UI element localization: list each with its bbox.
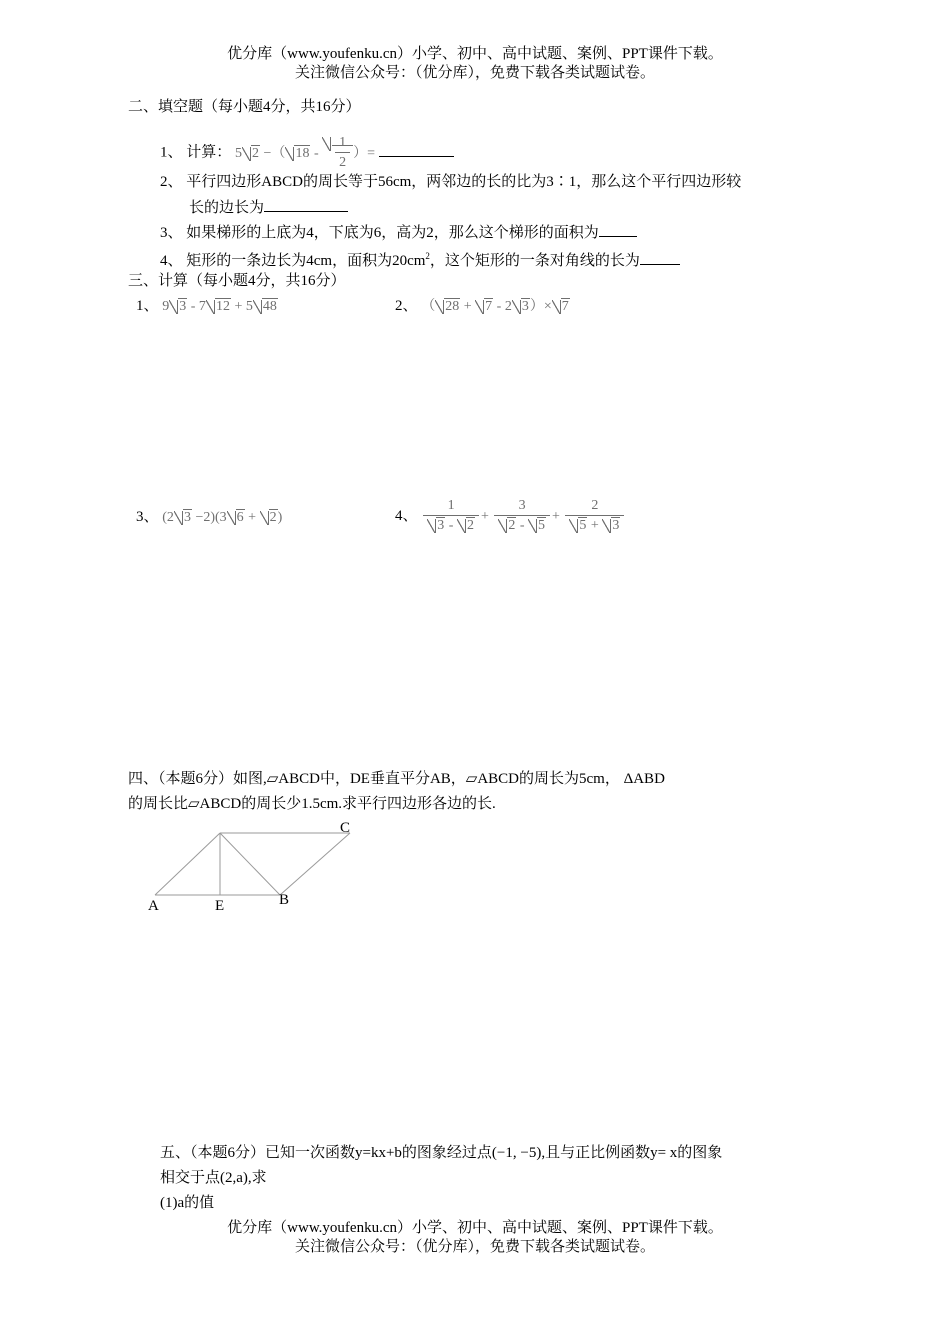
label-e: E: [215, 898, 225, 914]
formula-3-2: （ 28 + 7 - 2 3）× 7: [421, 299, 569, 314]
label-b: B: [279, 892, 290, 908]
superscript: 2: [425, 251, 430, 261]
question-2-1: [160, 134, 454, 173]
problem-3-3: [136, 507, 282, 528]
question-text: 长的边长为: [189, 200, 265, 216]
segment-ad: [155, 833, 220, 895]
question-number: 1、: [160, 144, 183, 161]
question-number: 4、: [160, 253, 183, 269]
problem-number: 1、: [136, 298, 159, 314]
question-text: 计算：: [186, 144, 232, 161]
section-5-line-1: 五、（本题6分）已知一次函数y=kx+b的图象经过点(−1, −5),且与正比例函数y= x的图象: [160, 1145, 723, 1161]
footer-line-1: 优分库（www.youfenku.cn）小学、初中、高中试题、案例、PPT课件下载。: [227, 1220, 723, 1236]
section-5-line-3: (1)a的值: [160, 1195, 215, 1211]
header-line-2: 关注微信公众号：（优分库），免费下载各类试题试卷。: [294, 65, 655, 81]
section-5-line-2: 相交于点(2,a),求: [160, 1170, 267, 1186]
section-4-line-1: 四、（本题6分）如图,▱ABCD中，DE垂直平分AB，▱ABCD的周长为5cm， ΔABD: [128, 771, 665, 787]
question-text: 如果梯形的上底为4，下底为6，高为2，那么这个梯形的面积为: [186, 225, 599, 241]
segment-bc: [280, 833, 350, 895]
footer-line-2: 关注微信公众号：（优分库），免费下载各类试题试卷。: [294, 1239, 655, 1255]
segment-db: [220, 833, 280, 895]
label-c: C: [340, 820, 351, 836]
header-line-1: 优分库（www.youfenku.cn）小学、初中、高中试题、案例、PPT课件下载。: [227, 46, 723, 62]
section-2-title: 二、填空题（每小题4分，共16分）: [128, 99, 361, 115]
answer-blank[interactable]: [379, 142, 454, 157]
answer-blank[interactable]: [264, 197, 348, 212]
label-a: A: [148, 898, 159, 914]
problem-number: 4、: [395, 508, 418, 524]
question-2-2-cont: [189, 197, 348, 218]
question-2-3: [160, 222, 637, 243]
problem-number: 3、: [136, 509, 159, 525]
formula-3-4: $\frac{1}{3 - 2}$ + $\frac{3}{2 - 5}$ + $\frac{2}{5 + 3}$: [421, 509, 626, 524]
section-4-line-2: 的周长比▱ABCD的周长少1.5cm.求平行四边形各边的长.: [128, 796, 496, 812]
question-number: 3、: [160, 225, 183, 241]
problem-3-1: [136, 296, 278, 317]
question-2-4: [160, 246, 680, 271]
formula-3-1: 9 3 - 7 12 + 5 48: [162, 299, 278, 314]
formula-2-1: 5 2 −（ 18 - $\frac{1}{2}$ ）=: [235, 146, 375, 161]
answer-blank[interactable]: [640, 250, 680, 265]
formula-3-3: (2 3 −2)(3 6 + 2): [162, 510, 282, 525]
problem-3-2: [395, 296, 570, 317]
question-text: 矩形的一条边长为4cm，面积为20cm: [186, 253, 426, 269]
answer-blank[interactable]: [599, 222, 637, 237]
question-text: 平行四边形ABCD的周长等于56cm，两邻边的长的比为3∶1，那么这个平行四边形较: [186, 174, 742, 190]
question-2-2: [160, 172, 741, 192]
problem-number: 2、: [395, 298, 418, 314]
question-text: ，这个矩形的一条对角线的长为: [429, 253, 640, 269]
question-number: 2、: [160, 174, 183, 190]
section-3-title: 三、计算（每小题4分，共16分）: [128, 273, 346, 289]
parallelogram-figure: [140, 815, 380, 920]
problem-3-4: [395, 494, 626, 539]
